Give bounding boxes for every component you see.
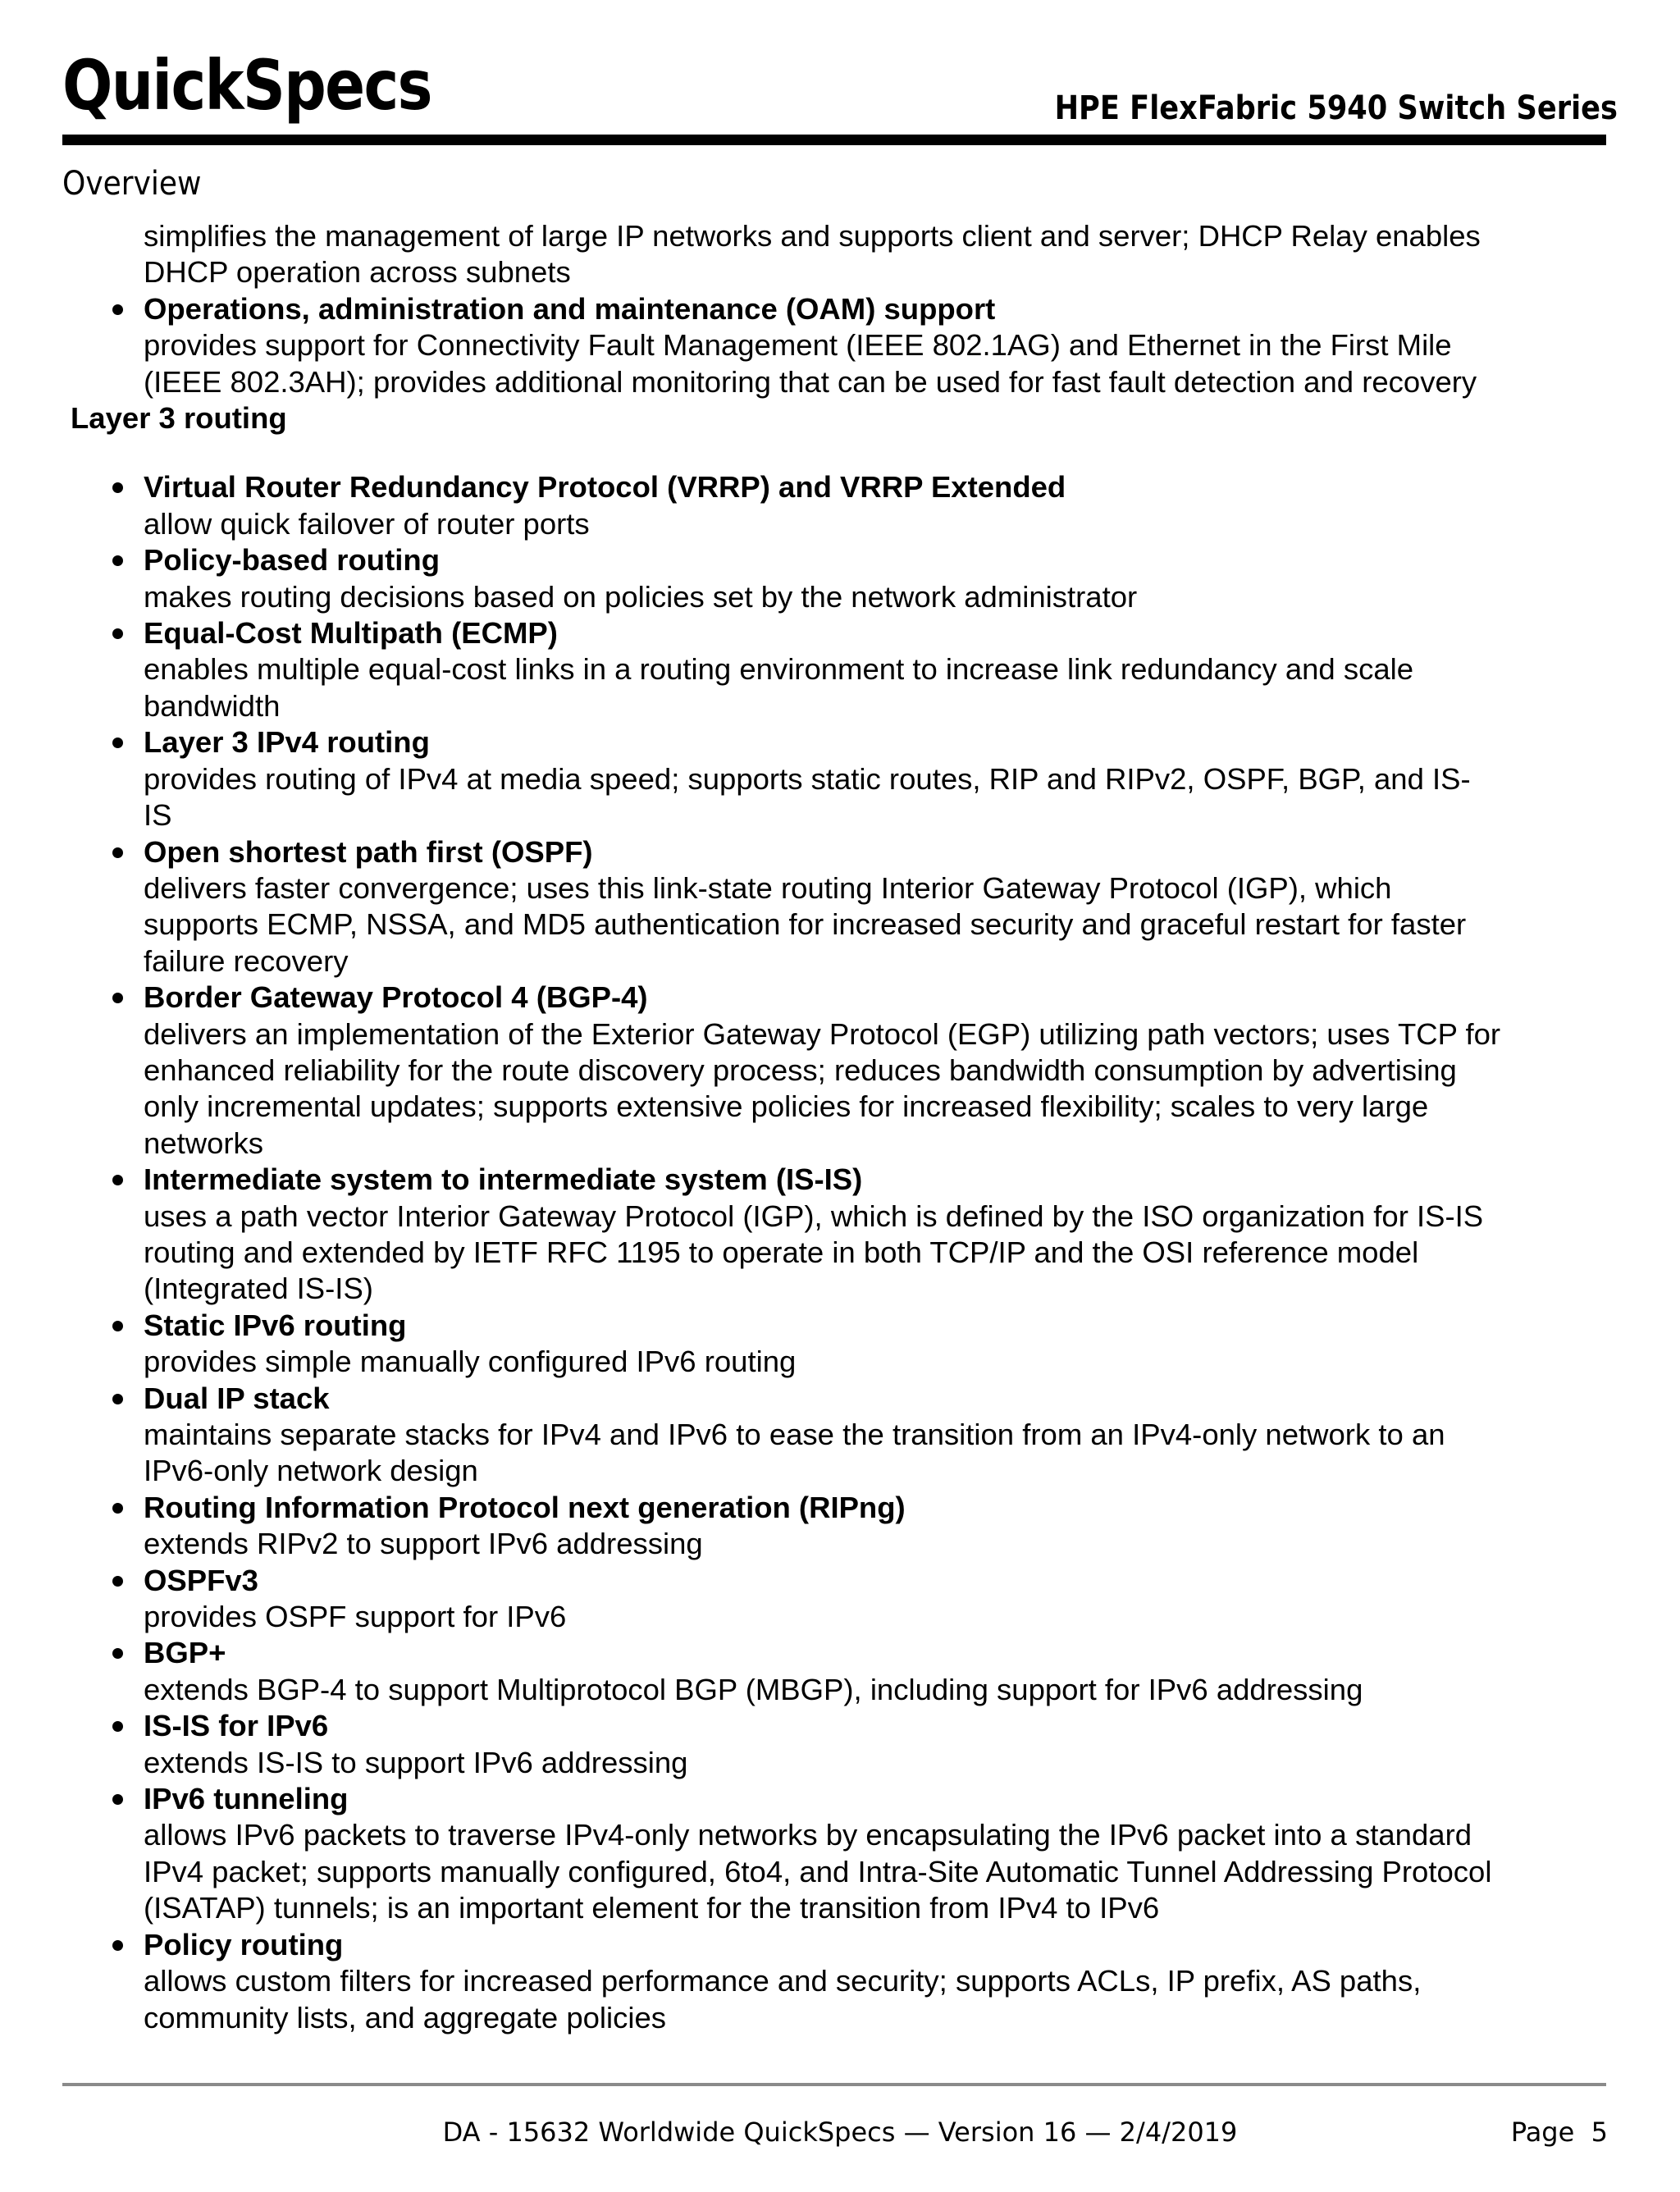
item-description: provides support for Connectivity Fault Management (IEEE 802.1AG) and Ethernet in the First Mile <box>144 328 1452 363</box>
item-description: delivers an implementation of the Exterior Gateway Protocol (EGP) utilizing path vectors; uses TCP for <box>144 1016 1501 1051</box>
item-description: extends BGP-4 to support Multiprotocol BGP (MBGP), including support for IPv6 addressing <box>144 1672 1363 1706</box>
section-heading: Layer 3 routing <box>71 401 287 436</box>
list-item <box>0 469 1538 542</box>
item-description: enhanced reliability for the route discovery process; reduces bandwidth consumption by advertising <box>144 1053 1457 1087</box>
bullet-icon <box>112 304 123 315</box>
list-item <box>0 1563 1538 1636</box>
list-item <box>0 1781 1538 1927</box>
bullet-icon <box>112 1648 123 1659</box>
section-label: Overview <box>62 165 202 203</box>
item-description: IPv6-only network design <box>144 1454 478 1488</box>
item-title: Open shortest path first (OSPF) <box>144 834 593 869</box>
brand-title: QuickSpecs <box>62 45 431 126</box>
item-title: Static IPv6 routing <box>144 1308 407 1342</box>
item-description: allows custom filters for increased performance and security; supports ACLs, IP prefix, AS paths, <box>144 1964 1422 1998</box>
item-title: BGP+ <box>144 1636 226 1670</box>
list-item <box>0 542 1538 615</box>
item-title: Policy routing <box>144 1927 344 1961</box>
text-line: simplifies the management of large IP networks and supports client and server; DHCP Relay enables <box>144 219 1481 253</box>
item-description: routing and extended by IETF RFC 1195 to operate in both TCP/IP and the OSI reference model <box>144 1235 1419 1269</box>
bullet-icon <box>112 1503 123 1514</box>
item-title: Policy-based routing <box>144 543 440 578</box>
bullet-icon <box>112 1794 123 1805</box>
item-description: IS <box>144 798 172 833</box>
item-description: (Integrated IS-IS) <box>144 1272 373 1306</box>
bullet-icon <box>112 993 123 1003</box>
item-description: bandwidth <box>144 688 281 723</box>
list-item <box>0 980 1538 1162</box>
list-item <box>0 615 1538 724</box>
bullet-icon <box>112 1321 123 1331</box>
item-title: Layer 3 IPv4 routing <box>144 725 430 760</box>
item-title: Border Gateway Protocol 4 (BGP-4) <box>144 980 648 1015</box>
item-description: supports ECMP, NSSA, and MD5 authentication for increased security and graceful restart for faster <box>144 907 1467 942</box>
item-description: networks <box>144 1126 264 1160</box>
bullet-icon <box>112 1721 123 1732</box>
list-item <box>0 1927 1538 2036</box>
item-description: extends RIPv2 to support IPv6 addressing <box>144 1527 703 1561</box>
item-title: Dual IP stack <box>144 1381 330 1415</box>
item-title: OSPFv3 <box>144 1563 258 1597</box>
item-description: provides OSPF support for IPv6 <box>144 1600 567 1634</box>
item-description: (ISATAP) tunnels; is an important element for the transition from IPv4 to IPv6 <box>144 1891 1160 1925</box>
list-item <box>0 291 1538 400</box>
item-description: extends IS-IS to support IPv6 addressing <box>144 1745 688 1779</box>
list-item <box>0 1635 1538 1708</box>
item-title: Virtual Router Redundancy Protocol (VRRP) and VRRP Extended <box>144 470 1066 505</box>
item-title: Operations, administration and maintenance (OAM) support <box>144 291 996 326</box>
spacer <box>0 436 1680 469</box>
list-item <box>0 1708 1538 1781</box>
footer-text: DA - 15632 Worldwide QuickSpecs — Version 16 — 2/4/2019 <box>442 2117 1238 2148</box>
item-description: IPv4 packet; supports manually configured, 6to4, and Intra-Site Automatic Tunnel Addressing Protocol <box>144 1854 1492 1888</box>
item-description: failure recovery <box>144 943 349 978</box>
bullet-icon <box>112 555 123 566</box>
item-description: allows IPv6 packets to traverse IPv4-only networks by encapsulating the IPv6 packet into a standard <box>144 1818 1472 1852</box>
footer-rule <box>62 2083 1606 2086</box>
item-description: uses a path vector Interior Gateway Protocol (IGP), which is defined by the ISO organization for IS-IS <box>144 1199 1484 1233</box>
item-description: (IEEE 802.3AH); provides additional monitoring that can be used for fast fault detection and recovery <box>144 364 1477 399</box>
item-title: IPv6 tunneling <box>144 1782 349 1816</box>
bullet-icon <box>112 628 123 639</box>
item-description: maintains separate stacks for IPv4 and IPv6 to ease the transition from an IPv4-only network to an <box>144 1418 1445 1451</box>
item-description: allow quick failover of router ports <box>144 506 590 541</box>
bullet-icon <box>112 1175 123 1185</box>
list-item <box>0 724 1538 833</box>
bullet-icon <box>112 1940 123 1951</box>
header-rule <box>62 135 1606 145</box>
bullet-icon <box>112 847 123 858</box>
list-item <box>0 1490 1538 1563</box>
page-number: Page 5 <box>1510 2117 1608 2148</box>
item-description: community lists, and aggregate policies <box>144 2000 667 2034</box>
item-description: delivers faster convergence; uses this link-state routing Interior Gateway Protocol (IGP), which <box>144 870 1392 905</box>
list-item <box>0 1381 1538 1490</box>
page-content <box>0 218 1680 2036</box>
routing-list <box>0 469 1680 2035</box>
item-title: Routing Information Protocol next generation (RIPng) <box>144 1490 906 1524</box>
text-line: DHCP operation across subnets <box>144 255 571 290</box>
item-title: Intermediate system to intermediate system (IS-IS) <box>144 1162 863 1197</box>
item-description: enables multiple equal-cost links in a routing environment to increase link redundancy and scale <box>144 652 1414 687</box>
item-description: makes routing decisions based on policies set by the network administrator <box>144 579 1138 614</box>
item-title: IS-IS for IPv6 <box>144 1709 329 1743</box>
list-item <box>0 834 1538 980</box>
item-description: provides routing of IPv4 at media speed; supports static routes, RIP and RIPv2, OSPF, BGP, and IS- <box>144 761 1471 796</box>
bullet-icon <box>112 738 123 748</box>
continuation-text <box>0 218 1538 291</box>
item-description: provides simple manually configured IPv6 routing <box>144 1345 797 1379</box>
bullet-icon <box>112 1576 123 1587</box>
product-title: HPE FlexFabric 5940 Switch Series <box>1054 89 1618 127</box>
item-description: only incremental updates; supports extensive policies for increased flexibility; scales to very large <box>144 1089 1429 1124</box>
bullet-icon <box>112 1394 123 1404</box>
list-item <box>0 1308 1538 1381</box>
list-item <box>0 1162 1538 1308</box>
bullet-icon <box>112 482 123 493</box>
item-title: Equal-Cost Multipath (ECMP) <box>144 616 558 651</box>
